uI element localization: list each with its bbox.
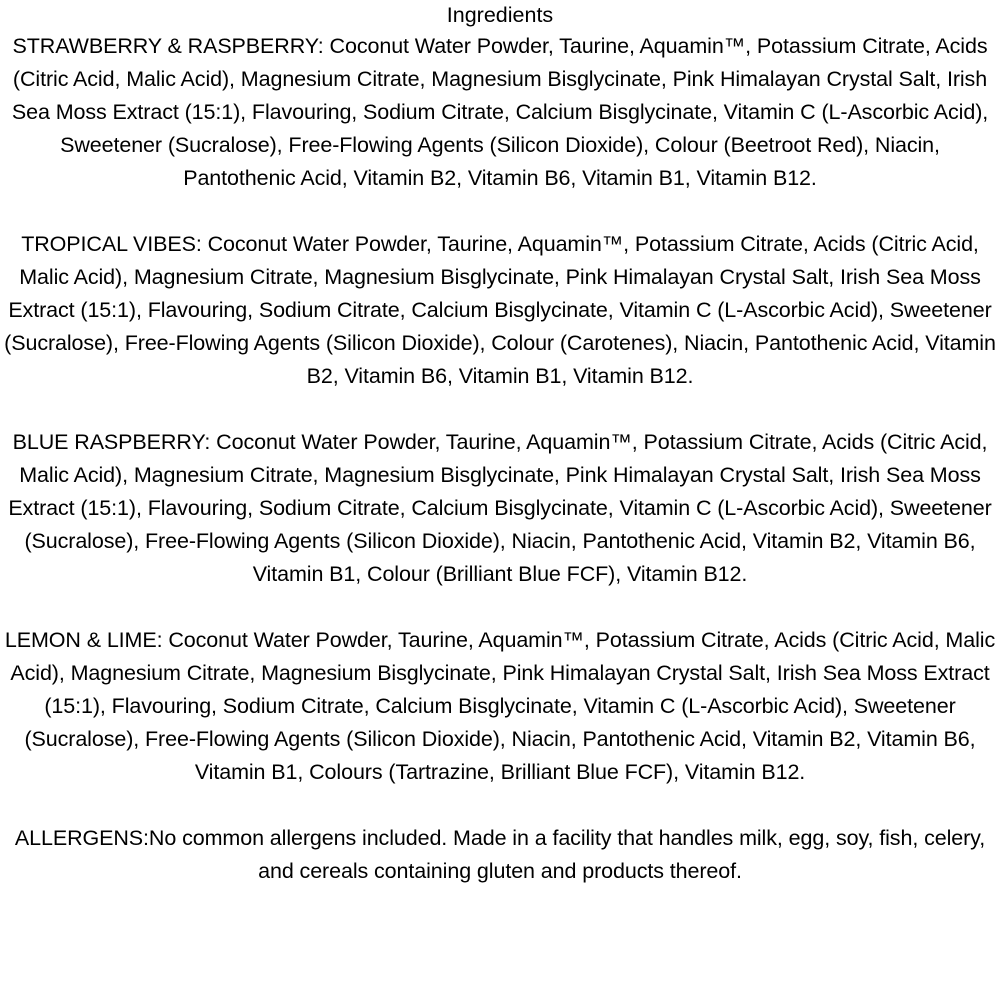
ingredient-list: Coconut Water Powder, Taurine, Aquamin™, Potassium Citrate, Acids (Citric Acid, Malic Acid), Magnesium Citrate, Magnesium Bisglycinate, Pink Himalayan Crystal Salt, Irish Sea Moss Extract (15:1), Flavouring, Sodium Citrate, Calcium Bisglycinate, Vitamin C (L-Ascorbic Acid), Sweetener (Sucralose), Free-Flowing Agents (Silicon Dioxide), Colour (Carotenes), Niacin, Pantothenic Acid, Vitamin B2, Vitamin B6, Vitamin B1, Vitamin B12.: [4, 232, 996, 388]
allergens-heading: ALLERGENS:: [14, 826, 149, 850]
ingredients-lemon-lime: [2, 624, 998, 789]
allergens-statement: [2, 822, 998, 888]
ingredients-strawberry-raspberry: [2, 30, 998, 195]
flavour-heading: LEMON & LIME:: [4, 628, 163, 652]
ingredient-list: Coconut Water Powder, Taurine, Aquamin™, Potassium Citrate, Acids (Citric Acid, Malic Acid), Magnesium Citrate, Magnesium Bisglycinate, Pink Himalayan Crystal Salt, Irish Sea Moss Extract (15:1), Flavouring, Sodium Citrate, Calcium Bisglycinate, Vitamin C (L-Ascorbic Acid), Sweetener (Sucralose), Free-Flowing Agents (Silicon Dioxide), Colour (Beetroot Red), Niacin, Pantothenic Acid, Vitamin B2, Vitamin B6, Vitamin B1, Vitamin B12.: [11, 34, 989, 190]
ingredient-list: Coconut Water Powder, Taurine, Aquamin™, Potassium Citrate, Acids (Citric Acid, Malic Acid), Magnesium Citrate, Magnesium Bisglycinate, Pink Himalayan Crystal Salt, Irish Sea Moss Extract (15:1), Flavouring, Sodium Citrate, Calcium Bisglycinate, Vitamin C (L-Ascorbic Acid), Sweetener (Sucralose), Free-Flowing Agents (Silicon Dioxide), Niacin, Pantothenic Acid, Vitamin B2, Vitamin B6, Vitamin B1, Colours (Tartrazine, Brilliant Blue FCF), Vitamin B12.: [10, 628, 996, 784]
page-title: Ingredients: [446, 3, 554, 27]
flavour-heading: BLUE RASPBERRY:: [12, 430, 211, 454]
ingredient-list: Coconut Water Powder, Taurine, Aquamin™, Potassium Citrate, Acids (Citric Acid, Malic Acid), Magnesium Citrate, Magnesium Bisglycinate, Pink Himalayan Crystal Salt, Irish Sea Moss Extract (15:1), Flavouring, Sodium Citrate, Calcium Bisglycinate, Vitamin C (L-Ascorbic Acid), Sweetener (Sucralose), Free-Flowing Agents (Silicon Dioxide), Niacin, Pantothenic Acid, Vitamin B2, Vitamin B6, Vitamin B1, Colour (Brilliant Blue FCF), Vitamin B12.: [8, 430, 992, 586]
allergens-text: No common allergens included. Made in a facility that handles milk, egg, soy, fish, celery, and cereals containing gluten and products thereof.: [148, 826, 986, 883]
flavour-heading: STRAWBERRY & RASPBERRY:: [12, 34, 324, 58]
ingredients-tropical-vibes: [2, 228, 998, 393]
ingredients-blue-raspberry: [2, 426, 998, 591]
flavour-heading: TROPICAL VIBES:: [21, 232, 202, 256]
